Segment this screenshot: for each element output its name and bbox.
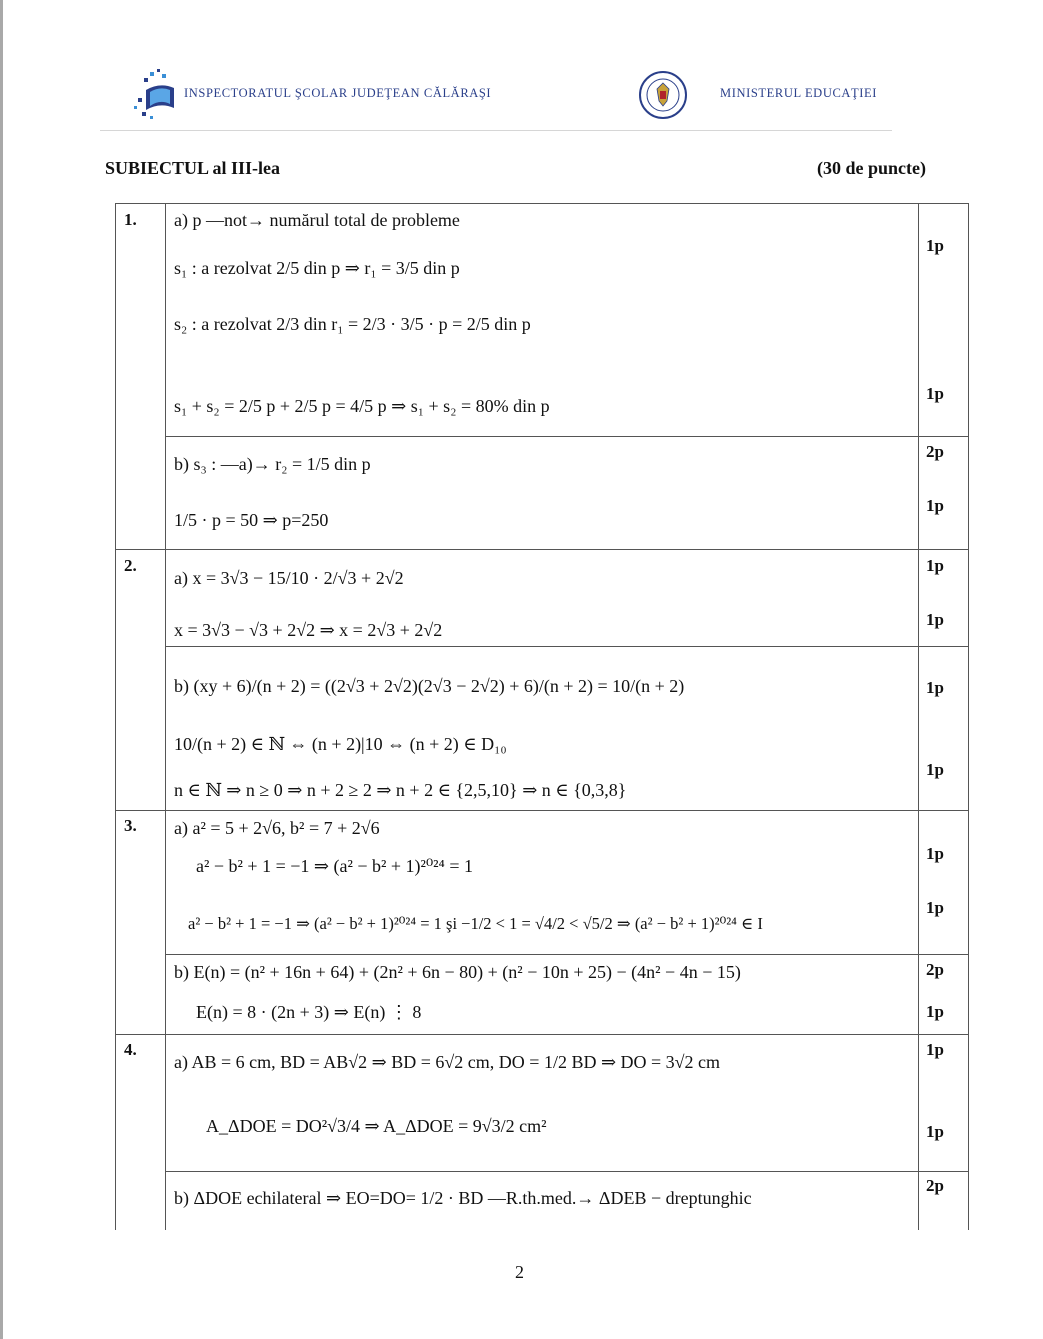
page-number: 2 xyxy=(515,1262,524,1282)
points: 2p xyxy=(926,442,944,461)
solution-line: n ∈ ℕ ⇒ n ≥ 0 ⇒ n + 2 ≥ 2 ⇒ n + 2 ∈ {2,5,10} ⇒ n ∈ {0,3,8} xyxy=(174,780,627,800)
points: 1p xyxy=(926,1040,944,1059)
solution-line: b) E(n) = (n² + 16n + 64) + (2n² + 6n − 80) + (n² − 10n + 25) − (4n² − 4n − 15) xyxy=(174,962,741,982)
points: 1p xyxy=(926,760,944,779)
page-edge xyxy=(0,0,3,1339)
ministry-seal-icon xyxy=(638,70,688,120)
solution-line: a) AB = 6 cm, BD = AB√2 ⇒ BD = 6√2 cm, DO = 1/2 BD ⇒ DO = 3√2 cm xyxy=(174,1052,721,1072)
row-divider xyxy=(166,954,968,955)
row-divider xyxy=(116,1034,968,1035)
solution-line: b) ΔDOE echilateral ⇒ EO=DO= 1/2 · BD —R.th.med.→ ΔDEB − dreptunghic xyxy=(174,1188,752,1208)
solution-line: b) (xy + 6)/(n + 2) = ((2√3 + 2√2)(2√3 − 2√2) + 6)/(n + 2) = 10/(n + 2) xyxy=(174,676,685,696)
points: 1p xyxy=(926,678,944,697)
row-divider xyxy=(166,646,968,647)
solution-line: a) a² = 5 + 2√6, b² = 7 + 2√6 xyxy=(174,818,380,838)
points: 1p xyxy=(926,610,944,629)
solution-line: a² − b² + 1 = −1 ⇒ (a² − b² + 1)²⁰²⁴ = 1 xyxy=(196,856,473,876)
row-divider xyxy=(166,436,968,437)
points: 1p xyxy=(926,556,944,575)
solution-line: a) x = 3√3 − 15/10 · 2/√3 + 2√2 xyxy=(174,568,404,588)
solution-line: x = 3√3 − √3 + 2√2 ⇒ x = 2√3 + 2√2 xyxy=(174,620,443,640)
row-divider xyxy=(166,1171,968,1172)
solution-line: a² − b² + 1 = −1 ⇒ (a² − b² + 1)²⁰²⁴ = 1 şi −1/2 < 1 = √4/2 < √5/2 ⇒ (a² − b² + 1)²⁰²⁴ ∈ I xyxy=(188,914,763,933)
points: 1p xyxy=(926,844,944,863)
inspectorate-logo-icon xyxy=(130,68,180,122)
page-header xyxy=(100,60,892,131)
column-divider xyxy=(918,204,919,1230)
points: 1p xyxy=(926,898,944,917)
solution-line: E(n) = 8 · (2n + 3) ⇒ E(n) ⋮ 8 xyxy=(196,1002,422,1022)
solution-line: b) s₃ : —a)→ r₂ = 1/5 din p xyxy=(174,454,371,474)
points: 1p xyxy=(926,384,944,403)
item-number: 3. xyxy=(124,816,137,835)
solution-line: s₂ : a rezolvat 2/3 din r₁ = 2/3 · 3/5 · p = 2/5 din p xyxy=(174,314,531,334)
points: 1p xyxy=(926,236,944,255)
points: 1p xyxy=(926,496,944,515)
points: 2p xyxy=(926,1176,944,1195)
subject-title: SUBIECTUL al III-lea xyxy=(105,158,281,178)
solution-line: 10/(n + 2) ∈ ℕ ⇔ (n + 2)|10 ⇔ (n + 2) ∈ D₁₀ xyxy=(174,734,507,754)
grading-table xyxy=(115,203,969,1230)
points: 1p xyxy=(926,1122,944,1141)
inspectorate-name: INSPECTORATUL ŞCOLAR JUDEŢEAN CĂLĂRAŞI xyxy=(184,86,492,100)
column-divider xyxy=(165,204,166,1230)
subject-points: (30 de puncte) xyxy=(817,158,926,178)
solution-line: A_ΔDOE = DO²√3/4 ⇒ A_ΔDOE = 9√3/2 cm² xyxy=(206,1116,547,1136)
solution-line: s₁ + s₂ = 2/5 p + 2/5 p = 4/5 p ⇒ s₁ + s₂ = 80% din p xyxy=(174,396,550,416)
item-number: 1. xyxy=(124,210,137,229)
points: 2p xyxy=(926,960,944,979)
solution-line: s₁ : a rezolvat 2/5 din p ⇒ r₁ = 3/5 din p xyxy=(174,258,460,278)
row-divider xyxy=(116,549,968,550)
ministry-name: MINISTERUL EDUCAŢIEI xyxy=(720,86,878,100)
points: 1p xyxy=(926,1002,944,1021)
item-number: 4. xyxy=(124,1040,137,1059)
solution-line: 1/5 · p = 50 ⇒ p=250 xyxy=(174,510,329,530)
row-divider xyxy=(116,810,968,811)
solution-line: a) p —not→ numărul total de probleme xyxy=(174,210,460,230)
item-number: 2. xyxy=(124,556,137,575)
